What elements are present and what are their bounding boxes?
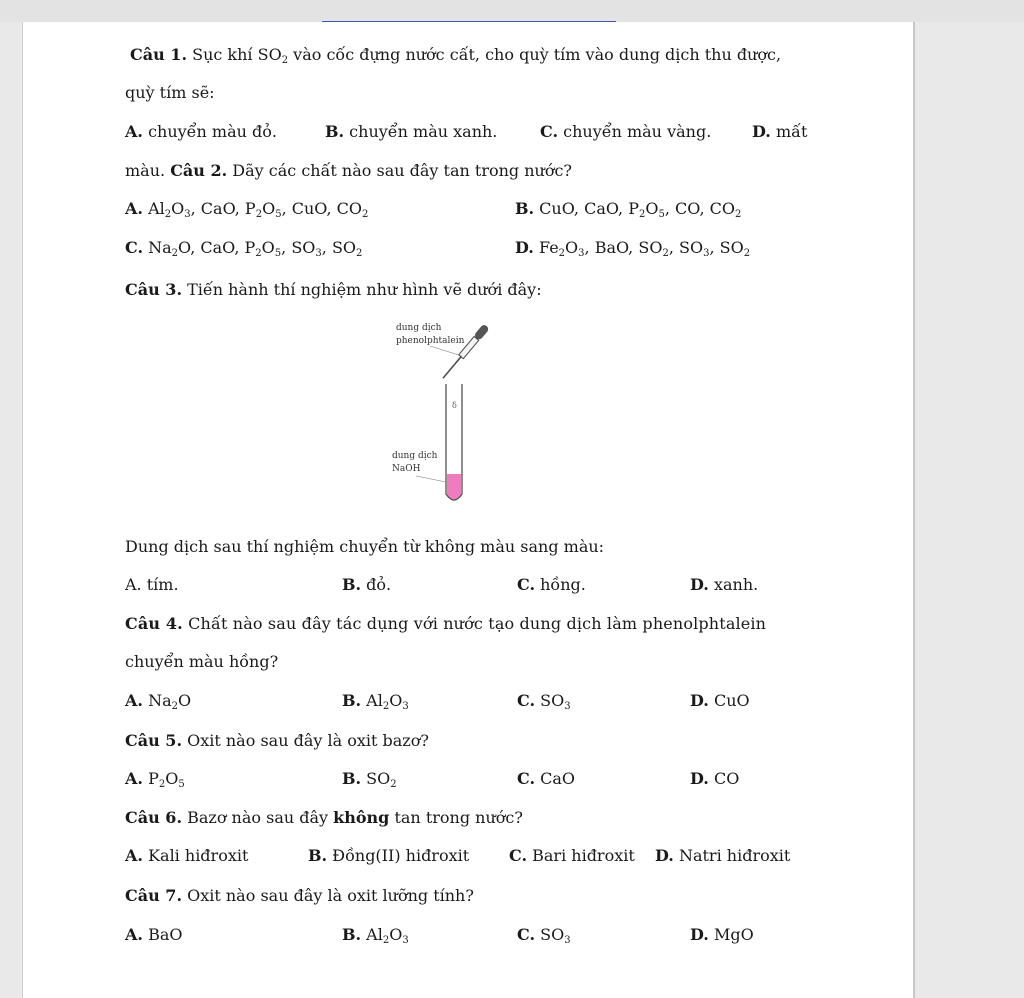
f: O bbox=[177, 691, 192, 710]
q3-text: Tiến hành thí nghiệm như hình vẽ dưới đây: bbox=[182, 280, 542, 299]
diagram-label-phenol-1: dung dịch bbox=[396, 323, 442, 333]
q3-option-b bbox=[342, 575, 391, 595]
q7-option-c bbox=[517, 925, 571, 945]
f: O bbox=[389, 925, 403, 944]
q2-option-d bbox=[515, 238, 750, 258]
q1-text-b: vào cốc đựng nước cất, cho quỳ tím vào dung dịch thu được, bbox=[288, 45, 782, 64]
opt-letter: B. bbox=[308, 846, 328, 865]
q1-option-a bbox=[125, 122, 277, 142]
opt-letter: D. bbox=[655, 846, 674, 865]
q1-line-2: quỳ tím sẽ: bbox=[125, 83, 215, 102]
opt-letter: A. bbox=[125, 691, 143, 710]
f: SO bbox=[361, 769, 391, 788]
s: 2 bbox=[743, 248, 751, 259]
opt-letter: A. bbox=[125, 575, 142, 594]
s: 3 bbox=[564, 701, 571, 712]
q5-label: Câu 5. bbox=[125, 731, 183, 750]
q2-label: Câu 2. bbox=[170, 161, 228, 180]
f: CuO, CaO, P bbox=[534, 199, 639, 218]
q3-line bbox=[125, 280, 542, 300]
q1-q2-line bbox=[125, 161, 572, 181]
opt-letter: B. bbox=[515, 199, 535, 218]
opt-text: Natri hiđroxit bbox=[673, 846, 791, 865]
experiment-diagram bbox=[380, 316, 520, 516]
s: 2 bbox=[382, 935, 390, 946]
q6-label: Câu 6. bbox=[125, 808, 183, 827]
opt-letter: A. bbox=[125, 769, 143, 788]
s: 5 bbox=[658, 209, 665, 220]
f: , SO bbox=[281, 238, 316, 257]
f: Al bbox=[361, 691, 383, 710]
q1-option-d bbox=[752, 122, 807, 142]
q7-line bbox=[125, 886, 474, 906]
q1-text-a: Sục khí SO bbox=[187, 45, 282, 64]
q2-option-a bbox=[125, 199, 368, 219]
opt-text: chuyển màu xanh. bbox=[344, 122, 498, 141]
f: CO bbox=[708, 769, 740, 788]
s: 2 bbox=[390, 779, 397, 790]
q6-text-b: tan trong nước? bbox=[389, 808, 523, 827]
opt-text: đỏ. bbox=[361, 575, 392, 594]
q6-text-a: Bazơ nào sau đây bbox=[182, 808, 334, 827]
q6-option-d bbox=[655, 846, 790, 866]
s: 3 bbox=[578, 248, 585, 259]
f: , CO, CO bbox=[664, 199, 735, 218]
q5-option-c bbox=[517, 769, 575, 789]
f: SO bbox=[535, 691, 565, 710]
opt-text: Đồng(II) hiđroxit bbox=[327, 846, 470, 865]
q5-text: Oxit nào sau đây là oxit bazơ? bbox=[182, 731, 429, 750]
q1-line-1 bbox=[130, 45, 781, 65]
f: MgO bbox=[708, 925, 754, 944]
f: , BaO, SO bbox=[584, 238, 663, 257]
opt-letter: A. bbox=[125, 925, 143, 944]
s: 3 bbox=[564, 935, 571, 946]
q6-text-bold: không bbox=[333, 808, 390, 827]
opt-letter: B. bbox=[342, 925, 362, 944]
f: Na bbox=[142, 691, 172, 710]
s: 2 bbox=[255, 209, 263, 220]
opt-text: mất bbox=[770, 122, 808, 141]
s: 2 bbox=[734, 209, 742, 220]
q4-line-2: chuyển màu hồng? bbox=[125, 652, 279, 671]
viewer-top-bar bbox=[0, 0, 1024, 22]
f: CuO bbox=[708, 691, 750, 710]
s: 3 bbox=[184, 209, 191, 220]
f: O bbox=[261, 238, 275, 257]
opt-letter: D. bbox=[690, 769, 709, 788]
f: , SO bbox=[709, 238, 744, 257]
diagram-label-naoh-1: dung dịch bbox=[392, 451, 438, 461]
opt-letter: D. bbox=[690, 575, 709, 594]
opt-letter: C. bbox=[517, 925, 536, 944]
q3-after: Dung dịch sau thí nghiệm chuyển từ không màu sang màu: bbox=[125, 537, 605, 556]
q3-option-d bbox=[690, 575, 758, 595]
q7-label: Câu 7. bbox=[125, 886, 183, 905]
opt-letter: B. bbox=[342, 691, 362, 710]
q2-text: Dãy các chất nào sau đây tan trong nước? bbox=[227, 161, 573, 180]
f: O bbox=[389, 691, 403, 710]
q1-option-c bbox=[540, 122, 711, 142]
opt-letter: D. bbox=[690, 691, 709, 710]
q3-label: Câu 3. bbox=[125, 280, 183, 299]
q2-option-c bbox=[125, 238, 362, 258]
f: Fe bbox=[533, 238, 559, 257]
s: 2 bbox=[558, 248, 566, 259]
f: CaO bbox=[535, 769, 576, 788]
opt-letter: C. bbox=[517, 691, 536, 710]
opt-letter: C. bbox=[125, 238, 144, 257]
f: O, CaO, P bbox=[178, 238, 256, 257]
s: 3 bbox=[315, 248, 322, 259]
s: 2 bbox=[171, 701, 178, 712]
opt-text: hồng. bbox=[535, 575, 586, 594]
f: SO bbox=[535, 925, 565, 944]
f: , SO bbox=[321, 238, 357, 257]
opt-text: tím. bbox=[141, 575, 179, 594]
q4-line bbox=[125, 614, 766, 634]
f: O bbox=[165, 769, 179, 788]
f: O bbox=[262, 199, 276, 218]
q4-option-c bbox=[517, 691, 571, 711]
q4-option-d bbox=[690, 691, 750, 711]
s: 2 bbox=[255, 248, 262, 259]
q1-text-end: màu. bbox=[125, 161, 171, 180]
q5-line bbox=[125, 731, 429, 751]
s: 5 bbox=[275, 209, 282, 220]
s: 2 bbox=[164, 209, 172, 220]
s: 2 bbox=[638, 209, 646, 220]
q4-text: Chất nào sau đây tác dụng với nước tạo dung dịch làm phenolphtalein bbox=[182, 614, 767, 633]
q5-option-d bbox=[690, 769, 739, 789]
dropper-icon bbox=[440, 324, 490, 381]
q6-line bbox=[125, 808, 523, 828]
q5-option-a bbox=[125, 769, 185, 789]
opt-text: chuyển màu đỏ. bbox=[142, 122, 277, 141]
opt-letter: D. bbox=[515, 238, 534, 257]
opt-letter: B. bbox=[325, 122, 345, 141]
f: , CaO, P bbox=[190, 199, 256, 218]
q4-option-b bbox=[342, 691, 409, 711]
q4-option-a bbox=[125, 691, 191, 711]
f: Na bbox=[143, 238, 172, 257]
s: 2 bbox=[362, 209, 369, 220]
s: 2 bbox=[158, 779, 166, 790]
q7-option-d bbox=[690, 925, 754, 945]
q4-label: Câu 4. bbox=[125, 614, 183, 633]
opt-letter: A. bbox=[125, 199, 143, 218]
f: Al bbox=[361, 925, 383, 944]
f: O bbox=[565, 238, 579, 257]
q6-option-b bbox=[308, 846, 469, 866]
q1-option-b bbox=[325, 122, 497, 142]
q2-option-b bbox=[515, 199, 741, 219]
q6-option-c bbox=[509, 846, 635, 866]
f: Al bbox=[142, 199, 165, 218]
opt-letter: C. bbox=[517, 575, 536, 594]
diagram-label-phenol-2: phenolphtalein bbox=[396, 336, 465, 346]
s: 3 bbox=[402, 935, 409, 946]
q7-option-a bbox=[125, 925, 182, 945]
q7-option-b bbox=[342, 925, 409, 945]
q1-sub: 2 bbox=[281, 55, 289, 66]
q3-option-c bbox=[517, 575, 586, 595]
f: BaO bbox=[142, 925, 183, 944]
f: , CuO, CO bbox=[281, 199, 363, 218]
f: O bbox=[171, 199, 185, 218]
s: 2 bbox=[662, 248, 669, 259]
opt-letter: A. bbox=[125, 846, 143, 865]
f: O bbox=[645, 199, 659, 218]
opt-text: xanh. bbox=[708, 575, 759, 594]
opt-letter: C. bbox=[509, 846, 528, 865]
q3-option-a bbox=[125, 575, 179, 595]
opt-letter: B. bbox=[342, 769, 362, 788]
q7-text: Oxit nào sau đây là oxit lưỡng tính? bbox=[182, 886, 474, 905]
opt-letter: B. bbox=[342, 575, 362, 594]
q6-option-a bbox=[125, 846, 248, 866]
opt-letter: C. bbox=[517, 769, 536, 788]
diagram-label-naoh-2: NaOH bbox=[392, 464, 421, 474]
q1-label: Câu 1. bbox=[130, 45, 188, 64]
opt-letter: A. bbox=[125, 122, 143, 141]
opt-text: chuyển màu vàng. bbox=[558, 122, 712, 141]
s: 5 bbox=[274, 248, 282, 259]
s: 3 bbox=[402, 701, 409, 712]
s: 2 bbox=[356, 248, 363, 259]
f: P bbox=[142, 769, 159, 788]
s: 2 bbox=[171, 248, 179, 259]
f: , SO bbox=[668, 238, 704, 257]
s: 3 bbox=[703, 248, 710, 259]
opt-text: Bari hiđroxit bbox=[527, 846, 635, 865]
drop-icon: δ bbox=[452, 401, 457, 410]
opt-letter: D. bbox=[752, 122, 771, 141]
s: 5 bbox=[178, 779, 185, 790]
q5-option-b bbox=[342, 769, 397, 789]
opt-letter: C. bbox=[540, 122, 559, 141]
opt-letter: D. bbox=[690, 925, 709, 944]
s: 2 bbox=[382, 701, 390, 712]
opt-text: Kali hiđroxit bbox=[142, 846, 249, 865]
